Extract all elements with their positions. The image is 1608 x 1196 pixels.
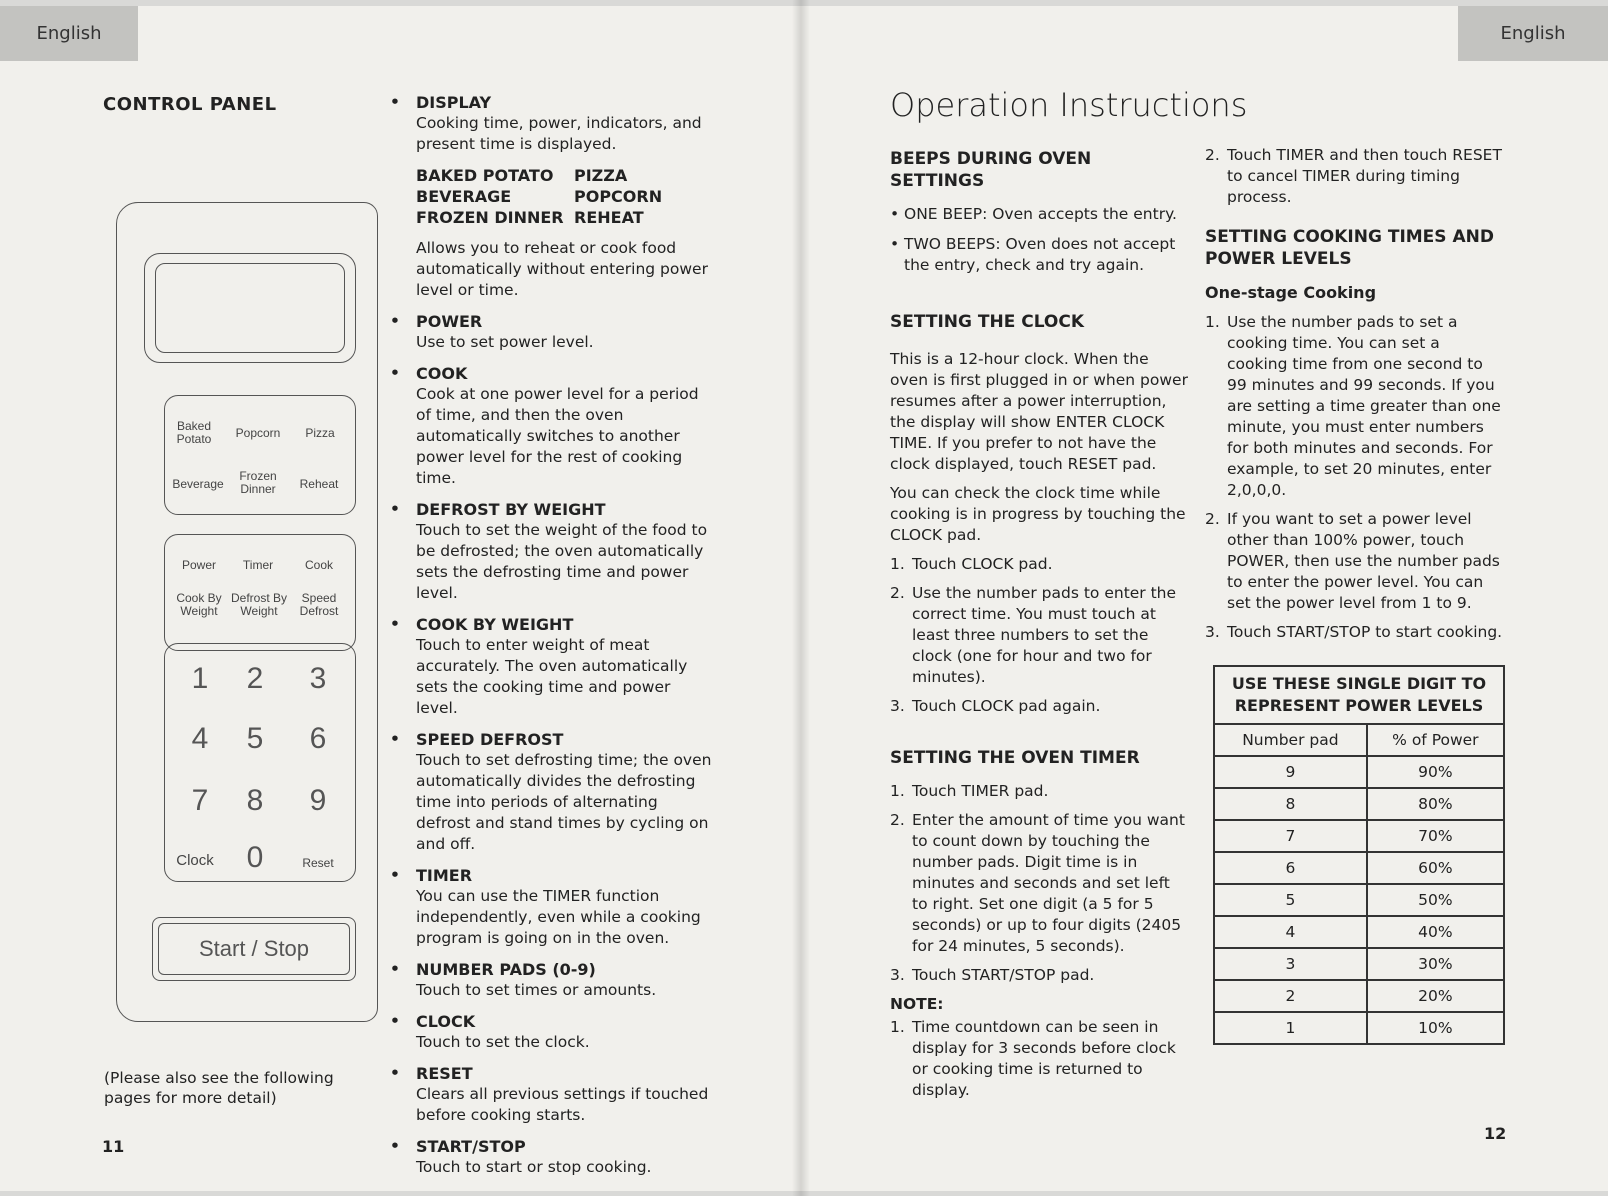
table-row [1214, 788, 1504, 820]
key-start-stop[interactable]: Start / Stop [158, 923, 350, 975]
key-cook[interactable]: Cook [304, 558, 333, 572]
table-cell: 1 [1214, 1012, 1367, 1044]
key-power[interactable]: Power [181, 558, 216, 572]
panel-display-screen [155, 263, 345, 353]
key-defrost-by-weight[interactable]: Defrost By Weight [230, 591, 287, 618]
bullet: • [390, 1137, 400, 1155]
table-cell: 8 [1214, 788, 1367, 820]
language-tab-left: English [0, 6, 138, 61]
table-cell: 9 [1214, 756, 1367, 788]
timer-step [890, 810, 1190, 957]
step-text: Touch CLOCK pad. [912, 555, 1053, 573]
step-text: Touch CLOCK pad again. [912, 697, 1101, 715]
desc-title: DISPLAY [416, 93, 492, 112]
desc-cook [390, 363, 714, 489]
key-6[interactable]: 6 [309, 722, 327, 755]
note-label: NOTE: [890, 995, 944, 1013]
table-cell: 6 [1214, 852, 1367, 884]
step-number: 2. [890, 584, 905, 602]
desc-body: Clears all previous settings if touched before cooking starts. [416, 1085, 709, 1124]
table-row [1214, 820, 1504, 852]
key-1[interactable]: 1 [191, 662, 209, 695]
key-9[interactable]: 9 [309, 784, 327, 817]
timer-heading: SETTING THE OVEN TIMER [890, 748, 1140, 768]
menu-popcorn: POPCORN [574, 187, 663, 206]
step-text: Touch START/STOP to start cooking. [1227, 623, 1503, 641]
clock-step [890, 583, 1190, 688]
table-cell: 4 [1214, 916, 1367, 948]
table-cell: 30% [1367, 948, 1504, 980]
bullet: • [390, 866, 400, 884]
page-number-right: 12 [1484, 1124, 1507, 1143]
table-cell: 40% [1367, 916, 1504, 948]
table-header-number-pad: Number pad [1214, 724, 1367, 756]
desc-body: Touch to set times or amounts. [416, 981, 657, 999]
key-speed-defrost[interactable]: Speed Defrost [299, 591, 339, 618]
cooking-step [1205, 312, 1505, 501]
step-text: Touch TIMER pad. [912, 782, 1049, 800]
key-8[interactable]: 8 [246, 784, 264, 817]
clock-heading: SETTING THE CLOCK [890, 312, 1085, 332]
bullet: • [390, 960, 400, 978]
desc-menu-body: Allows you to reheat or cook food automatically without entering power level or time. [416, 239, 708, 299]
bullet: • [390, 1064, 400, 1082]
page-fold [792, 0, 810, 1196]
power-level-table [1213, 723, 1505, 1045]
key-0[interactable]: 0 [246, 841, 264, 874]
key-pizza[interactable]: Pizza [305, 426, 335, 440]
desc-title: COOK [416, 364, 468, 383]
menu-beverage: BEVERAGE [416, 187, 512, 206]
cooking-step [1205, 509, 1505, 614]
desc-body: You can use the TIMER function independently, even while a cooking program is going on in the oven. [416, 887, 701, 947]
bullet: • [390, 93, 400, 111]
bullet: • [390, 500, 400, 518]
table-cell: 7 [1214, 820, 1367, 852]
key-7[interactable]: 7 [191, 784, 209, 817]
desc-display [390, 92, 714, 155]
desc-title: POWER [416, 312, 483, 331]
key-popcorn[interactable]: Popcorn [235, 426, 281, 440]
step-number: 1. [890, 782, 905, 800]
desc-title: TIMER [416, 866, 473, 885]
table-row [1214, 852, 1504, 884]
key-reset[interactable]: Reset [302, 856, 334, 870]
desc-clock [390, 1011, 714, 1053]
right-column-1 [890, 148, 1190, 1109]
timer-step [890, 781, 1190, 802]
key-3[interactable]: 3 [309, 662, 327, 695]
table-row [1214, 1012, 1504, 1044]
timer-steps [890, 781, 1190, 986]
auto-menu-list [402, 165, 714, 228]
bullet: • [390, 615, 400, 633]
table-row [1214, 948, 1504, 980]
desc-body: Touch to enter weight of meat accurately. The oven automatically sets the cooking time and power level. [416, 636, 688, 717]
desc-reset [390, 1063, 714, 1126]
desc-number-pads [390, 959, 714, 1001]
table-cell: 5 [1214, 884, 1367, 916]
desc-body: Touch to set defrosting time; the oven automatically divides the defrosting time into periods of alternating defrost and stand times by cycling on and off. [416, 751, 712, 853]
key-timer[interactable]: Timer [242, 558, 274, 572]
table-header-row [1214, 724, 1504, 756]
cooking-steps [1205, 312, 1505, 643]
table-cell: 70% [1367, 820, 1504, 852]
menu-pizza: PIZZA [574, 166, 628, 185]
auto-menu-key-group [164, 395, 356, 515]
operation-heading: Operation Instructions [890, 86, 1248, 124]
key-reheat[interactable]: Reheat [299, 477, 339, 491]
key-cook-by-weight[interactable]: Cook By Weight [176, 591, 222, 618]
note-text: Time countdown can be seen in display for 3 seconds before clock or cooking time is returned to display. [912, 1018, 1176, 1099]
menu-reheat: REHEAT [574, 208, 644, 227]
one-stage-heading: One-stage Cooking [1205, 283, 1377, 302]
key-clock[interactable]: Clock [176, 852, 214, 869]
table-row [1214, 916, 1504, 948]
menu-baked-potato: BAKED POTATO [416, 166, 554, 185]
bullet: • [390, 312, 400, 330]
step-number: 3. [890, 697, 905, 715]
see-following-note: (Please also see the following pages for more detail) [104, 1069, 334, 1107]
key-5[interactable]: 5 [246, 722, 264, 755]
step-number: 3. [1205, 623, 1220, 641]
right-column-2 [1205, 145, 1505, 651]
timer-step [890, 965, 1190, 986]
table-cell: 60% [1367, 852, 1504, 884]
table-cell: 50% [1367, 884, 1504, 916]
clock-intro: This is a 12-hour clock. When the oven is first plugged in or when power resumes after a power interruption, the display will show ENTER CLOCK TIME. If you prefer to not have the clock displayed, touch RESET pad. [890, 350, 1188, 473]
desc-body: Touch to start or stop cooking. [416, 1158, 652, 1176]
note-text: Touch TIMER and then touch RESET to cancel TIMER during timing process. [1227, 146, 1502, 206]
table-row [1214, 756, 1504, 788]
desc-cook-by-weight [390, 614, 714, 719]
menu-frozen-dinner: FROZEN DINNER [416, 208, 564, 227]
beep-two: • TWO BEEPS: Oven does not accept the entry, check and try again. [890, 234, 1190, 276]
bullet: • [390, 364, 400, 382]
desc-body: Cook at one power level for a period of time, and then the oven automatically switches to another power level for the rest of cooking time. [416, 385, 699, 487]
desc-title: COOK BY WEIGHT [416, 615, 574, 634]
clock-step [890, 554, 1190, 575]
desc-body: Touch to set the clock. [416, 1033, 590, 1051]
desc-title: NUMBER PADS (0-9) [416, 960, 596, 979]
desc-title: SPEED DEFROST [416, 730, 564, 749]
step-number: 3. [890, 966, 905, 984]
key-frozen-dinner[interactable]: Frozen Dinner [239, 469, 277, 496]
control-panel-heading: CONTROL PANEL [103, 94, 277, 115]
bullet: • [390, 1012, 400, 1030]
clock-step [890, 696, 1190, 717]
key-2[interactable]: 2 [246, 662, 264, 695]
start-stop-key-frame [152, 917, 356, 981]
desc-title: START/STOP [416, 1137, 526, 1156]
power-table-title: USE THESE SINGLE DIGIT TO REPRESENT POWER LEVELS [1213, 665, 1505, 723]
table-cell: 10% [1367, 1012, 1504, 1044]
step-number: 2. [1205, 510, 1220, 528]
step-text: Use the number pads to enter the correct time. You must touch at least three numbers to set the clock (one for hour and two for minutes). [912, 584, 1177, 686]
beeps-heading: BEEPS DURING OVEN SETTINGS [890, 149, 1092, 191]
note-item [890, 1017, 1190, 1101]
table-header-percent-power: % of Power [1367, 724, 1504, 756]
key-baked-potato[interactable]: Baked Potato [176, 419, 212, 446]
step-text: Use the number pads to set a cooking time. You can set a cooking time from one second to 99 minutes and 99 seconds. If you are setting a time greater than one minute, you must enter numbers for both minutes and seconds. For example, to set 20 minutes, enter 2,0,0,0. [1227, 313, 1501, 499]
table-cell: 90% [1367, 756, 1504, 788]
desc-start-stop [390, 1136, 714, 1178]
step-number: 1. [1205, 313, 1220, 331]
desc-title: DEFROST BY WEIGHT [416, 500, 606, 519]
step-number: 1. [890, 555, 905, 573]
beep-one: • ONE BEEP: Oven accepts the entry. [890, 204, 1190, 225]
clock-intro-2: You can check the clock time while cooking is in progress by touching the CLOCK pad. [890, 484, 1186, 544]
cooking-heading: SETTING COOKING TIMES AND POWER LEVELS [1205, 227, 1494, 269]
beeps-list [890, 204, 1190, 276]
cooking-step [1205, 622, 1505, 643]
step-number: 2. [1205, 146, 1220, 164]
key-4[interactable]: 4 [191, 722, 209, 755]
step-number: 2. [890, 811, 905, 829]
desc-defrost-by-weight [390, 499, 714, 604]
step-number: 1. [890, 1018, 905, 1036]
panel-display [144, 253, 356, 363]
desc-body: Use to set power level. [416, 333, 594, 351]
language-tab-right: English [1458, 6, 1608, 61]
table-row [1214, 980, 1504, 1012]
table-cell: 3 [1214, 948, 1367, 980]
bullet: • [390, 730, 400, 748]
table-row [1214, 884, 1504, 916]
desc-body: Touch to set the weight of the food to be defrosted; the oven automatically sets the defrosting time and power level. [416, 521, 708, 602]
desc-title: RESET [416, 1064, 473, 1083]
desc-power [390, 311, 714, 353]
step-text: If you want to set a power level other than 100% power, touch POWER, then use the number pads to enter the power level. You can set the power level from 1 to 9. [1227, 510, 1500, 612]
clock-steps [890, 554, 1190, 717]
step-text: Touch START/STOP pad. [912, 966, 1095, 984]
desc-body: Cooking time, power, indicators, and present time is displayed. [416, 114, 702, 153]
page-number-left: 11 [102, 1137, 125, 1156]
desc-speed-defrost [390, 729, 714, 855]
table-cell: 2 [1214, 980, 1367, 1012]
table-cell: 80% [1367, 788, 1504, 820]
table-cell: 20% [1367, 980, 1504, 1012]
key-beverage[interactable]: Beverage [172, 477, 224, 491]
desc-title: CLOCK [416, 1012, 476, 1031]
note-item [1205, 145, 1505, 208]
control-descriptions [390, 92, 714, 1188]
step-text: Enter the amount of time you want to count down by touching the number pads. Digit time is in minutes and seconds and set left to right. Set one digit (a 5 for 5 seconds) or up to four digits (2405 for 24 minutes, 5 seconds). [912, 811, 1185, 955]
desc-timer [390, 865, 714, 949]
